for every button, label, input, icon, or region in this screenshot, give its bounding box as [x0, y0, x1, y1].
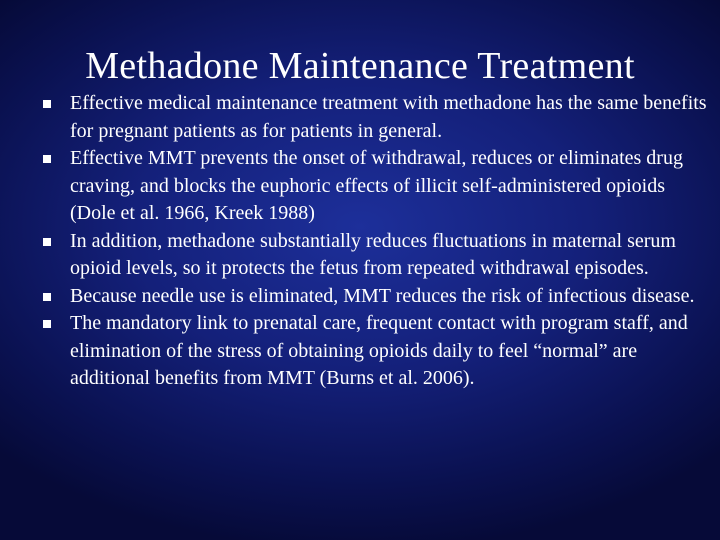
bullet-item: [38, 228, 710, 283]
slide-title: Methadone Maintenance Treatment: [85, 45, 635, 87]
bullet-item: [38, 310, 710, 393]
bullet-text: Effective MMT prevents the onset of withdrawal, reduces or eliminates drug craving, and blocks the euphoric effects of illicit self-administered opioids (Dole et al. 1966, Kreek 1988): [70, 147, 683, 224]
bullet-text: Effective medical maintenance treatment with methadone has the same benefits for pregnant patients as for patients in general.: [70, 92, 707, 142]
bullet-list: [38, 90, 710, 393]
bullet-text: In addition, methadone substantially reduces fluctuations in maternal serum opioid levels, so it protects the fetus from repeated withdrawal episodes.: [70, 229, 676, 279]
square-bullet-icon: [43, 293, 51, 301]
square-bullet-icon: [43, 320, 51, 328]
bullet-text: Because needle use is eliminated, MMT reduces the risk of infectious disease.: [70, 284, 695, 307]
square-bullet-icon: [43, 238, 51, 246]
square-bullet-icon: [43, 155, 51, 163]
bullet-item: [38, 283, 710, 311]
square-bullet-icon: [43, 100, 51, 108]
bullet-item: [38, 90, 710, 145]
bullet-item: [38, 145, 710, 228]
bullet-text: The mandatory link to prenatal care, frequent contact with program staff, and elimination of the stress of obtaining opioids daily to feel “normal” are additional benefits from MMT (Burns et al. 2006).: [70, 312, 688, 389]
